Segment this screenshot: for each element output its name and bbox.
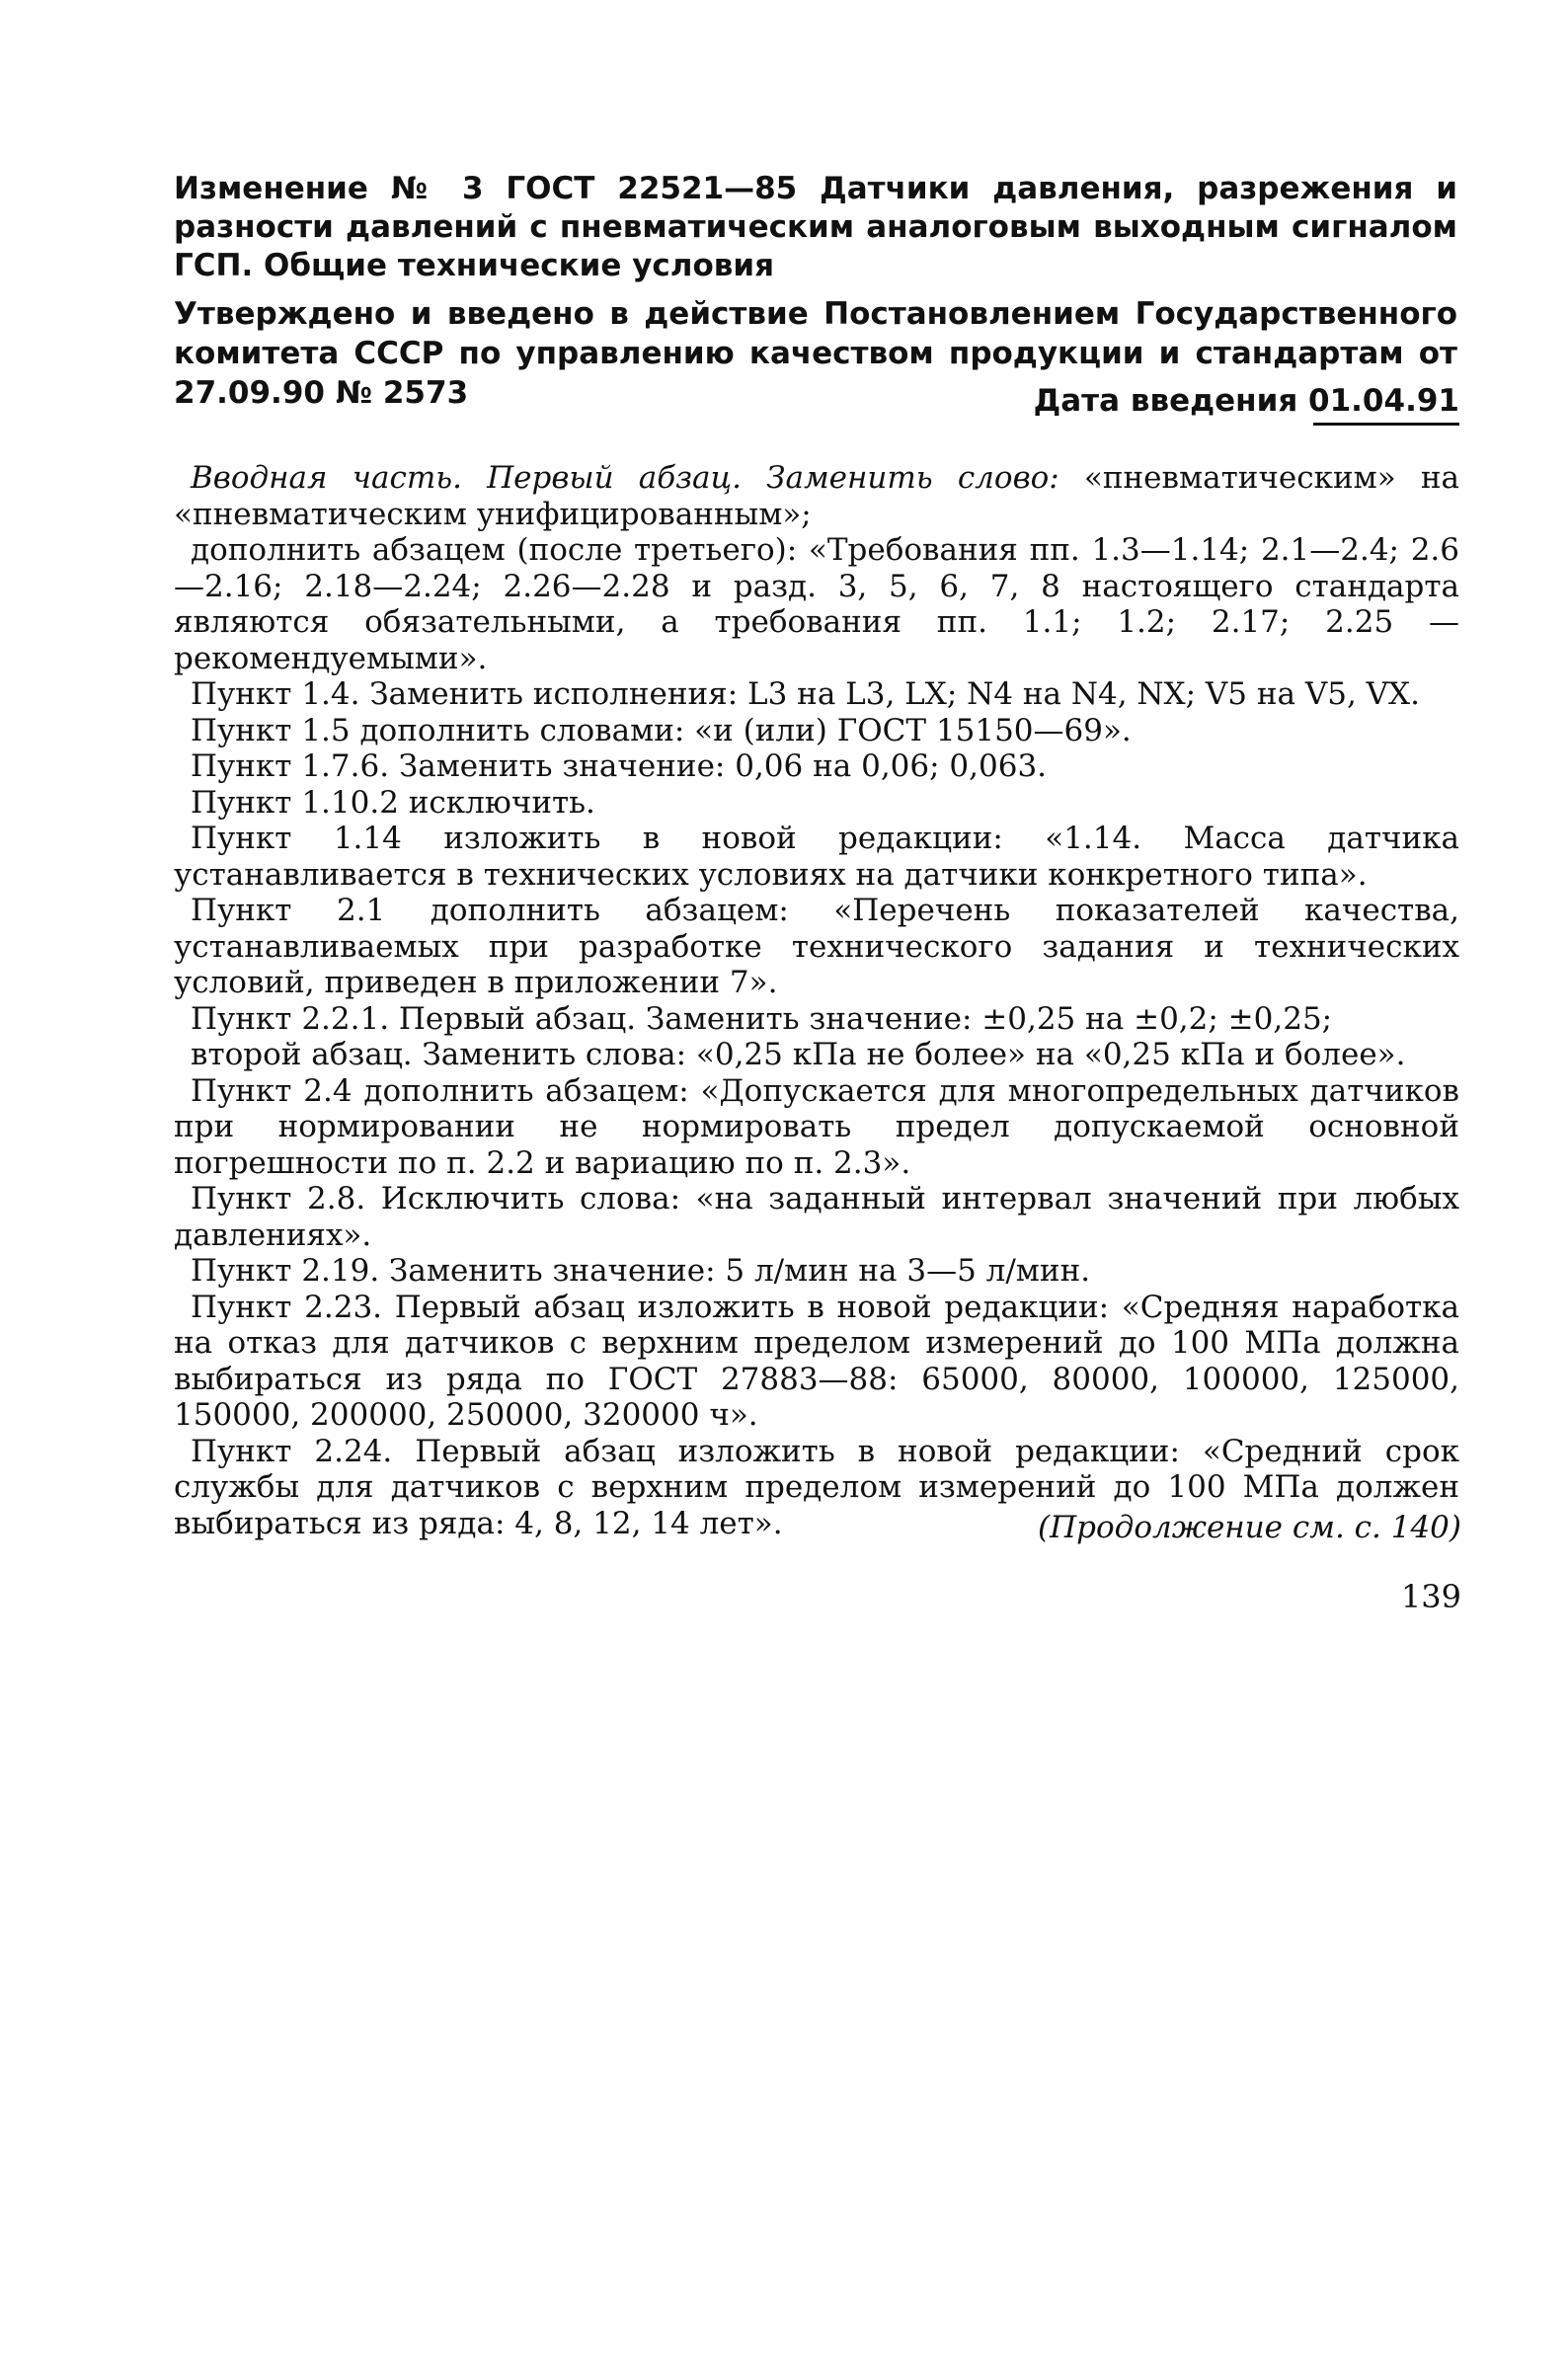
amendment-title: Изменение № 3 ГОСТ 22521—85 Датчики давления, разрежения и разности давлений с пневматическим аналоговым выходным сигналом ГСП. Общие технические условия — [174, 171, 1457, 283]
amendment-body — [174, 460, 1459, 1541]
paragraph: Пункт 1.14 изложить в новой редакции: «1.14. Масса датчика устанавливается в технических условиях на датчики конкретного типа». — [174, 821, 1459, 893]
paragraph: Пункт 1.10.2 исключить. — [191, 784, 595, 821]
date-underline — [1313, 423, 1459, 426]
paragraph: Пункт 1.7.6. Заменить значение: 0,06 на 0,06; 0,063. — [191, 748, 1048, 784]
paragraph: Пункт 2.19. Заменить значение: 5 л/мин на 3—5 л/мин. — [191, 1253, 1091, 1289]
effective-date: Дата введения 01.04.91 — [1033, 383, 1459, 419]
paragraph-intro-lead: Вводная часть. Первый абзац. Заменить слово: — [191, 460, 1059, 496]
paragraph: дополнить абзацем (после третьего): «Требования пп. 1.3—1.14; 2.1—2.4; 2.6—2.16; 2.18—2.24; 2.26—2.28 и разд. 3, 5, 6, 7, 8 настоящего стандарта являются обязательными, а требования пп. 1.1; 1.2; 2.17; 2.25 — рекомендуемыми». — [174, 532, 1459, 676]
paragraph-intro — [174, 460, 1459, 532]
continuation-note: (Продолжение см. с. 140) — [1038, 1510, 1461, 1545]
paragraph: Пункт 2.4 дополнить абзацем: «Допускается для многопредельных датчиков при нормировании не нормировать предел допускаемой основной погрешности по п. 2.2 и вариацию по п. 2.3». — [174, 1072, 1459, 1181]
paragraph: Пункт 1.4. Заменить исполнения: L3 на L3, LX; N4 на N4, NX; V5 на V5, VX. — [191, 676, 1420, 712]
page-number: 139 — [1400, 1578, 1461, 1615]
paragraph: Пункт 2.24. Первый абзац изложить в новой редакции: «Средний срок службы для датчиков с верхним пределом измерений до 100 МПа должен выбираться из ряда: 4, 8, 12, 14 лет». — [174, 1433, 1459, 1541]
paragraph: Пункт 2.1 дополнить абзацем: «Перечень показателей качества, устанавливаемых при разработке технического задания и технических условий, приведен в приложении 7». — [174, 893, 1459, 1000]
approval-statement: Утверждено и введено в действие Постановлением Государственного комитета СССР по управлению качеством продукции и стандартам от 27.09.90 № 2573 — [174, 296, 1457, 411]
paragraph: Пункт 2.2.1. Первый абзац. Заменить значение: ±0,25 на ±0,2; ±0,25; — [191, 1000, 1333, 1037]
paragraph-intro-text: «пневматическим» на «пневматическим унифицированным»; — [174, 460, 1459, 532]
paragraph: Пункт 2.23. Первый абзац изложить в новой редакции: «Средняя наработка на отказ для датчиков с верхним пределом измерений до 100 МПа должна выбираться из ряда по ГОСТ 27883—88: 65000, 80000, 100000, 125000, 150000, 200000, 250000, 320000 ч». — [174, 1289, 1459, 1433]
paragraph: второй абзац. Заменить слова: «0,25 кПа не более» на «0,25 кПа и более». — [191, 1037, 1406, 1072]
paragraph: Пункт 2.8. Исключить слова: «на заданный интервал значений при любых давлениях». — [174, 1181, 1459, 1253]
paragraph: Пункт 1.5 дополнить словами: «и (или) ГОСТ 15150—69». — [191, 712, 1132, 748]
